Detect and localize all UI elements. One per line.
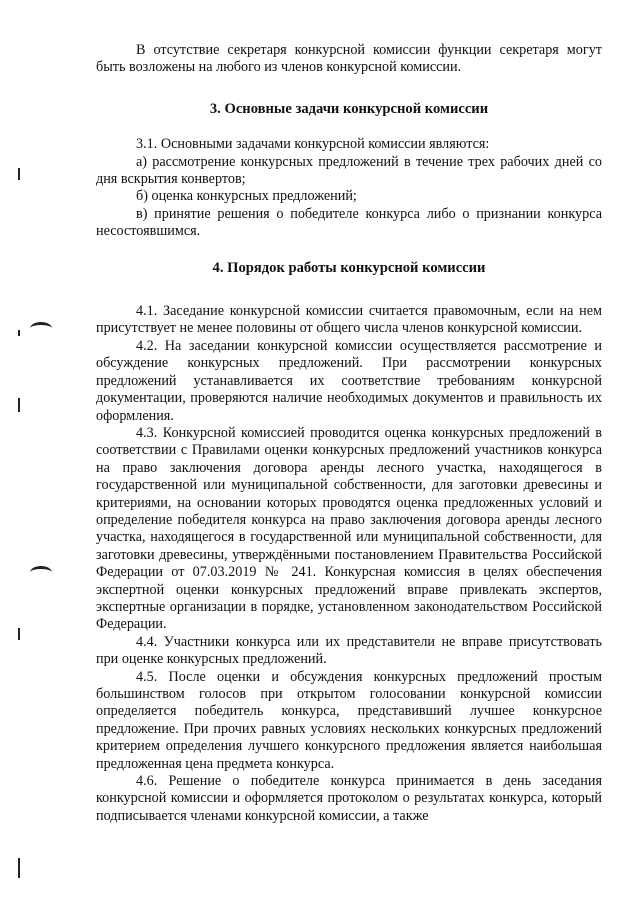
scan-mark — [30, 322, 52, 335]
paragraph-3-1-b: б) оценка конкурсных предложений; — [136, 188, 357, 205]
paragraph-4-6: 4.6. Решение о победителе конкурса принимается в день заседания конкурсной комиссии и оформляется протоколом о результатах конкурса, который подписывается членами конкурсной комиссии, а также — [96, 773, 602, 824]
paragraph-secretary: В отсутствие секретаря конкурсной комиссии функции секретаря могут быть возложены на любого из членов конкурсной комиссии. — [96, 42, 602, 76]
scan-mark — [18, 858, 20, 878]
scan-mark — [18, 330, 20, 336]
scan-mark — [18, 168, 20, 180]
section-heading-4: 4. Порядок работы конкурсной комиссии — [212, 259, 486, 276]
section-heading-3: 3. Основные задачи конкурсной комиссии — [209, 100, 489, 117]
paragraph-3-1: 3.1. Основными задачами конкурсной комиссии являются: — [136, 136, 490, 153]
scan-mark — [30, 566, 52, 579]
paragraph-4-4: 4.4. Участники конкурса или их представители не вправе присутствовать при оценке конкурсных предложений. — [96, 633, 602, 668]
scan-mark — [18, 628, 20, 640]
paragraph-3-1-a: а) рассмотрение конкурсных предложений в течение трех рабочих дней со дня вскрытия конвертов; — [96, 153, 602, 188]
paragraph-4-3: 4.3. Конкурсной комиссией проводится оценка конкурсных предложений в соответствии с Правилами оценки конкурсных предложений участников конкурса на право заключения договора аренды лесного участка, находящегося в государственной или муниципальной собственности, для заготовки древесины и критериями, на основании которых проводятся оценка предложенных условий и определение победителя конкурса на право заключения договора аренды лесного участка, находящегося в государственной или муниципальной собственности, для заготовки древесины, утверждёнными постановлением Правительства Российской Федерации от 07.03.2019 № 241. Конкурсная комиссия в целях обеспечения экспертной оценки конкурсных предложений вправе привлекать экспертов, экспертные организации в порядке, установленном законодательством Российской Федерации. — [96, 424, 602, 633]
paragraph-4-5: 4.5. После оценки и обсуждения конкурсных предложений простым большинством голосов при открытом голосовании конкурсной комиссии определяется победитель конкурса, представивший лучшее конкурсное предложение. При прочих равных условиях нескольких конкурсных предложений критерием определения лучшего конкурсного предложения является наибольшая предложенная цена предмета конкурса. — [96, 668, 602, 772]
paragraph-4-1: 4.1. Заседание конкурсной комиссии считается правомочным, если на нем присутствует не менее половины от общего числа членов конкурсной комиссии. — [96, 303, 602, 337]
paragraph-3-1-c: в) принятие решения о победителе конкурса либо о признании конкурса несостоявшимся. — [96, 205, 602, 240]
paragraph-4-2: 4.2. На заседании конкурсной комиссии осуществляется рассмотрение и обсуждение конкурсных предложений. При рассмотрении конкурсных предложений устанавливается их соответствие требованиям конкурсной документации, проверяются наличие необходимых документов и правильность их оформления. — [96, 337, 602, 424]
scan-mark — [18, 398, 20, 412]
document-body — [96, 42, 602, 825]
